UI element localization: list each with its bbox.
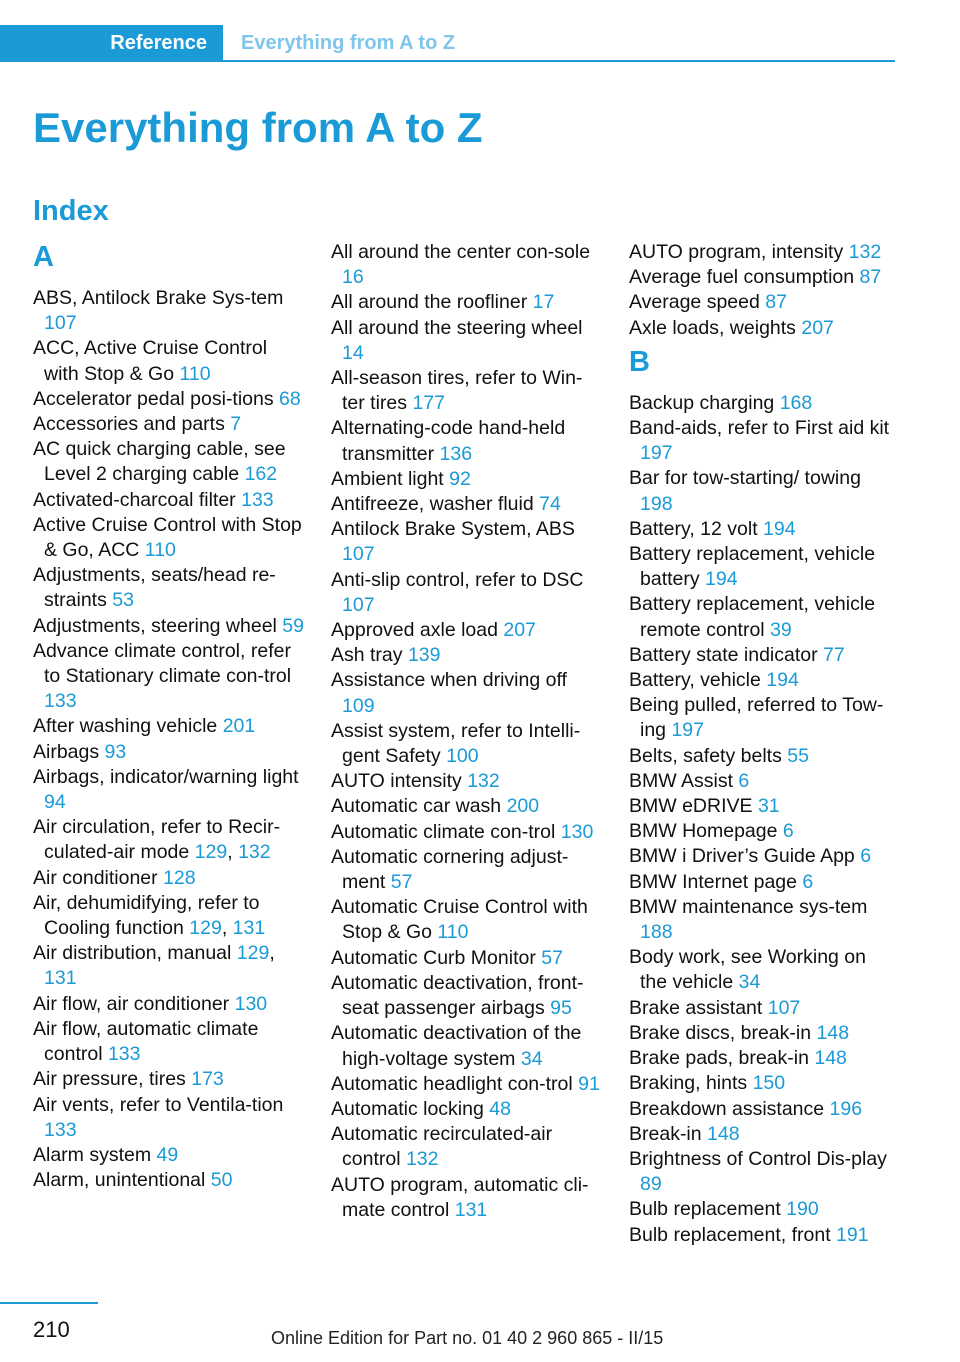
page-link[interactable]: 6: [738, 769, 750, 792]
index-entry: [629, 945, 897, 995]
index-entry: [629, 844, 897, 869]
index-entry: [331, 290, 603, 315]
index-entry-text: Bar for tow-starting/ towing: [629, 467, 861, 490]
index-entry-text: All around the steering wheel: [331, 316, 583, 339]
index-entry-text: All-season tires, refer to Win‐ter tires: [331, 367, 583, 415]
index-entry-text: Activated-charcoal filter: [33, 488, 242, 511]
index-entry: Air distribution, manual 129, 131: [33, 942, 275, 990]
page-link[interactable]: 55: [787, 744, 809, 767]
page-link[interactable]: 133: [44, 1118, 77, 1141]
index-entry-text: Break-in: [629, 1122, 708, 1145]
index-entry-text: Battery, vehicle: [629, 669, 767, 692]
page-link[interactable]: 150: [752, 1072, 786, 1095]
index-entry-text: Backup charging: [629, 391, 780, 414]
index-entry-text: Automatic headlight con‐trol: [331, 1072, 579, 1095]
index-entry-text: Automatic car wash: [331, 795, 507, 818]
index-entry-text: AC quick charging cable, see Level 2 charging cable: [33, 438, 286, 486]
page-link[interactable]: 188: [640, 921, 673, 944]
index-entry: [33, 866, 305, 891]
page-link[interactable]: 133: [107, 1043, 141, 1066]
index-entry-text: Adjustments, steering wheel: [33, 614, 283, 637]
index-entry-text: Air vents, refer to Ventila‐tion: [33, 1093, 284, 1116]
index-entry: [629, 1122, 897, 1147]
index-entry-text: Antifreeze, washer fluid: [331, 493, 540, 516]
index-entry: [33, 513, 305, 563]
index-entry: [331, 895, 603, 945]
index-entry: [629, 517, 897, 542]
index-entry: [33, 286, 305, 336]
page-link[interactable]: 17: [532, 291, 555, 314]
page-link[interactable]: 100: [446, 745, 479, 768]
index-entry-text: BMW i Driver’s Guide App: [629, 845, 861, 868]
page-link[interactable]: 197: [671, 719, 704, 742]
index-entry: [331, 1097, 603, 1122]
index-entry: [33, 614, 305, 639]
page-link[interactable]: 148: [816, 1021, 850, 1044]
page-link[interactable]: 194: [763, 517, 796, 540]
index-entry: [33, 765, 305, 815]
page-link[interactable]: 109: [342, 694, 375, 717]
index-entry-text: AUTO program, automatic cli‐mate control: [331, 1173, 589, 1221]
index-entry-text: BMW Assist: [629, 769, 739, 792]
index-entry-text: Brake assistant: [629, 996, 768, 1019]
page-link[interactable]: 128: [163, 866, 196, 889]
index-entry-text: Brightness of Control Dis‐play: [629, 1147, 887, 1170]
index-entry: [629, 466, 897, 516]
index-entry: [629, 744, 897, 769]
index-column-2: [331, 240, 603, 1223]
index-entry-text: Ambient light: [331, 467, 450, 490]
index-entry-text: ACC, Active Cruise Control with Stop & Go: [33, 337, 268, 385]
page-link[interactable]: 6: [782, 820, 794, 843]
page-link[interactable]: 173: [191, 1068, 224, 1091]
index-entry-text: Automatic recirculated-air control: [331, 1123, 553, 1171]
index-entry: [33, 336, 305, 386]
header-section-tab[interactable]: Reference: [0, 25, 223, 62]
index-entry: [629, 870, 897, 895]
index-entry: [331, 568, 603, 618]
index-entry: [629, 1223, 897, 1248]
index-entry: [331, 618, 603, 643]
index-entry: [629, 794, 897, 819]
index-entry: [33, 714, 305, 739]
index-entry: [331, 517, 603, 567]
index-entry: [33, 563, 305, 613]
index-entry: [331, 240, 603, 290]
index-entry: [629, 265, 897, 290]
index-letter-heading: B: [629, 345, 650, 378]
index-letter-heading: A: [33, 241, 54, 273]
page-link[interactable]: 107: [767, 996, 801, 1019]
page-link[interactable]: 95: [550, 997, 572, 1020]
page-link[interactable]: 107: [342, 543, 375, 566]
index-entry-text: Accessories and parts: [33, 413, 231, 436]
index-entry: Air circulation, refer to Recir‐culated-air mode 129, 132: [33, 816, 281, 864]
page-link[interactable]: 14: [342, 341, 364, 364]
page-link[interactable]: 53: [112, 589, 134, 612]
page-link[interactable]: 87: [859, 266, 882, 289]
index-entry-text: Alarm, unintentional: [33, 1169, 211, 1192]
index-entry-text: AUTO intensity: [331, 770, 468, 793]
index-entry: [33, 1143, 305, 1168]
index-entry: [331, 1173, 603, 1223]
page-link[interactable]: 190: [786, 1198, 819, 1221]
page-link[interactable]: 133: [44, 690, 77, 713]
index-entry-text: Automatic Curb Monitor: [331, 946, 542, 969]
index-entry: [331, 643, 603, 668]
index-entry: [33, 1017, 305, 1067]
page-link[interactable]: 34: [520, 1047, 543, 1070]
index-column-3: [629, 240, 897, 1248]
page-link[interactable]: 131: [232, 917, 266, 940]
index-entry-text: Battery replacement, vehicle remote control: [629, 593, 876, 641]
page-link[interactable]: 57: [541, 946, 563, 969]
page-link[interactable]: 139: [407, 644, 441, 667]
page-link[interactable]: 132: [848, 241, 882, 263]
page-link[interactable]: 6: [802, 870, 814, 893]
index-entry-text: Automatic cornering adjust‐ment: [331, 845, 569, 894]
footer-rule: [0, 1302, 98, 1304]
index-entry: [331, 769, 603, 794]
page-link[interactable]: 110: [144, 539, 176, 562]
index-entry-text: Alarm system: [33, 1143, 157, 1166]
page-link[interactable]: 6: [860, 845, 872, 868]
index-entry-text: Body work, see Working on the vehicle: [629, 946, 866, 994]
index-entry: [629, 668, 897, 693]
index-entry-text: Being pulled, referred to Tow‐ing: [629, 694, 884, 742]
index-entry: [331, 416, 603, 466]
index-entry-text: BMW maintenance sys‐tem: [629, 895, 868, 918]
index-entry: [331, 1021, 603, 1071]
page-link[interactable]: 136: [439, 442, 473, 465]
page-link[interactable]: 198: [640, 492, 673, 515]
page-number: 210: [33, 1317, 70, 1342]
index-entry: [629, 769, 897, 794]
index-entry-text: Approved axle load: [331, 619, 504, 642]
page-link[interactable]: 132: [405, 1148, 439, 1171]
page-link[interactable]: 130: [234, 992, 268, 1015]
index-entry: [629, 290, 897, 315]
index-entry-text: Advance climate control, refer to Stationary climate con‐trol: [33, 639, 292, 688]
index-entry: [33, 639, 305, 715]
page-link[interactable]: 207: [503, 619, 536, 642]
index-entry-text: BMW eDRIVE: [629, 795, 758, 818]
index-entry: [331, 946, 603, 971]
page-link[interactable]: 77: [823, 643, 845, 666]
index-entry-text: Alternating-code hand-held transmitter: [331, 417, 566, 465]
index-entry: [33, 1168, 305, 1193]
index-entry-text: Automatic deactivation of the high-voltage system: [331, 1022, 582, 1070]
index-entry-text: Air distribution, manual: [33, 942, 237, 965]
page-link[interactable]: 68: [279, 387, 301, 410]
page-link[interactable]: 132: [238, 841, 271, 864]
index-entry-text: Assist system, refer to Intelli‐gent Safety: [331, 719, 581, 768]
index-entry-text: AUTO program, intensity: [629, 241, 849, 263]
page-link[interactable]: 89: [640, 1173, 662, 1196]
page-link[interactable]: 48: [489, 1097, 511, 1120]
index-entry: [331, 1122, 603, 1172]
page-link[interactable]: 34: [738, 971, 761, 994]
page-link[interactable]: 110: [179, 362, 211, 385]
page-link[interactable]: 93: [104, 740, 127, 763]
index-entry-text: Axle loads, weights: [629, 316, 802, 339]
page-link[interactable]: 191: [836, 1223, 869, 1246]
page-link[interactable]: 194: [705, 568, 738, 591]
index-entry-text: Active Cruise Control with Stop & Go, ACC: [33, 513, 302, 562]
index-entry: [629, 1147, 897, 1197]
index-entry-text: Automatic deactivation, front-seat passenger airbags: [331, 971, 584, 1020]
index-entry-text: Battery, 12 volt: [629, 517, 764, 540]
index-entry-text: Average fuel consumption: [629, 266, 860, 289]
index-entry: [33, 437, 305, 487]
index-entry: [629, 693, 897, 743]
page-link[interactable]: 194: [766, 669, 799, 692]
index-entry: [629, 592, 897, 642]
index-entry-text: Adjustments, seats/head re‐straints: [33, 564, 276, 612]
page-link[interactable]: 74: [539, 493, 561, 516]
index-entry: [331, 492, 603, 517]
index-entry: [629, 996, 897, 1021]
index-entry: [629, 240, 897, 265]
index-entry: [629, 1097, 897, 1122]
index-entry-text: Anti-slip control, refer to DSC: [331, 568, 584, 591]
index-entry: [629, 1021, 897, 1046]
page-link[interactable]: 131: [454, 1198, 488, 1221]
index-entry-text: Bulb replacement: [629, 1198, 787, 1221]
page-link[interactable]: 132: [467, 770, 500, 793]
page-link[interactable]: 16: [342, 266, 364, 289]
index-entry: [33, 1093, 305, 1143]
page-link[interactable]: 87: [765, 291, 787, 314]
index-heading: Index: [33, 195, 109, 227]
page-link[interactable]: 162: [244, 463, 278, 486]
index-entry-text: Battery replacement, vehicle battery: [629, 543, 876, 591]
edition-note: Online Edition for Part no. 01 40 2 960 865 - II/15: [271, 1328, 664, 1348]
page-link[interactable]: 107: [44, 312, 77, 335]
page-link[interactable]: 197: [640, 442, 673, 465]
index-entry: [629, 391, 897, 416]
page-link[interactable]: 39: [770, 618, 792, 641]
breadcrumb[interactable]: Everything from A to Z: [241, 32, 456, 54]
index-entry-text: Battery state indicator: [629, 643, 824, 666]
index-entry-text: After washing vehicle: [33, 715, 223, 738]
index-entry-text: Antilock Brake System, ABS: [331, 518, 575, 541]
index-entry: [629, 1046, 897, 1071]
page-link[interactable]: 129: [194, 841, 228, 864]
index-entry: [629, 819, 897, 844]
index-entry-text: Belts, safety belts: [629, 744, 788, 767]
page-link[interactable]: 50: [210, 1169, 233, 1192]
page-link[interactable]: 57: [390, 871, 413, 894]
index-entry-text: Automatic climate con‐trol: [331, 820, 561, 843]
index-entry-text: All around the roofliner: [331, 291, 533, 314]
page-link[interactable]: 207: [801, 316, 834, 339]
page-link[interactable]: 91: [578, 1072, 600, 1095]
page-link[interactable]: 129: [189, 917, 222, 940]
index-entry: [331, 794, 603, 819]
page-link[interactable]: 94: [44, 791, 66, 814]
index-entry: [629, 643, 897, 668]
page-title: Everything from A to Z: [33, 104, 483, 151]
page-link[interactable]: 7: [230, 413, 242, 436]
index-entry-text: Ash tray: [331, 644, 408, 667]
index-entry-text: BMW Internet page: [629, 870, 803, 893]
index-entry: [331, 668, 603, 718]
index-entry: [331, 316, 603, 366]
page-link[interactable]: 201: [222, 715, 256, 738]
index-entry-text: Assistance when driving off: [331, 669, 567, 692]
index-entry: [33, 992, 305, 1017]
index-entry-text: Air pressure, tires: [33, 1068, 192, 1091]
index-entry-text: Brake pads, break-in: [629, 1047, 815, 1070]
page-link[interactable]: 49: [156, 1143, 179, 1166]
index-entry-text: Breakdown assistance: [629, 1097, 830, 1120]
page-link[interactable]: 107: [342, 593, 375, 616]
index-entry-text: Automatic Cruise Control with Stop & Go: [331, 896, 588, 944]
index-entry: [331, 1072, 603, 1097]
index-entry: [33, 387, 305, 412]
page-link[interactable]: 92: [449, 467, 471, 490]
page-link[interactable]: 148: [707, 1122, 740, 1145]
index-entry: [331, 971, 603, 1021]
index-entry-text: Air flow, automatic climate control: [33, 1017, 259, 1066]
index-entry-text: Band-aids, refer to First aid kit: [629, 417, 890, 440]
index-entry: [331, 820, 603, 845]
index-entry-text: BMW Homepage: [629, 820, 783, 843]
page-link[interactable]: 177: [412, 392, 445, 415]
index-entry: [331, 845, 603, 895]
index-entry-text: Brake discs, break-in: [629, 1021, 817, 1044]
index-entry-text: Average speed: [629, 291, 766, 314]
index-entry: [629, 316, 897, 341]
index-column-1: [33, 240, 305, 1193]
index-entry: [629, 1197, 897, 1222]
index-entry: [629, 895, 897, 945]
page-link[interactable]: 130: [560, 820, 594, 843]
page-link[interactable]: 110: [437, 921, 469, 944]
index-entry-text: Airbags, indicator/warning light: [33, 765, 299, 788]
index-entry-text: Braking, hints: [629, 1072, 753, 1095]
page-link[interactable]: 200: [506, 795, 540, 818]
index-entry-text: ABS, Antilock Brake Sys‐tem: [33, 287, 284, 309]
index-entry: [331, 467, 603, 492]
index-entry: [33, 488, 305, 513]
index-entry: [33, 1067, 305, 1092]
index-entry: [331, 719, 603, 769]
index-entry-text: Accelerator pedal posi‐tions: [33, 387, 280, 410]
page-link[interactable]: 59: [282, 614, 304, 637]
page-link[interactable]: 133: [241, 488, 274, 511]
index-entry-text: Air circulation, refer to Recir‐culated-air mode: [33, 816, 281, 864]
page-link[interactable]: 196: [829, 1097, 863, 1120]
page-link[interactable]: 31: [757, 795, 780, 818]
index-entry: [629, 416, 897, 466]
index-entry-text: Air conditioner: [33, 866, 164, 889]
index-entry: [629, 542, 897, 592]
index-entry-text: Bulb replacement, front: [629, 1223, 837, 1246]
page-link[interactable]: 131: [44, 967, 77, 990]
index-entry-text: All around the center con‐sole: [331, 241, 591, 263]
index-entry-text: Air flow, air conditioner: [33, 992, 235, 1015]
index-entry: [33, 740, 305, 765]
index-entry-text: Air, dehumidifying, refer to Cooling function: [33, 891, 260, 940]
page-link[interactable]: 168: [779, 391, 813, 414]
page-link[interactable]: 129: [236, 942, 270, 965]
page-link[interactable]: 148: [814, 1047, 847, 1070]
index-entry: Air, dehumidifying, refer to Cooling function 129, 131: [33, 891, 266, 940]
index-entry: [331, 366, 603, 416]
index-entry: [33, 412, 305, 437]
index-entry: [629, 1071, 897, 1096]
index-entry-text: Automatic locking: [331, 1097, 490, 1120]
index-entry-text: Airbags: [33, 740, 105, 763]
